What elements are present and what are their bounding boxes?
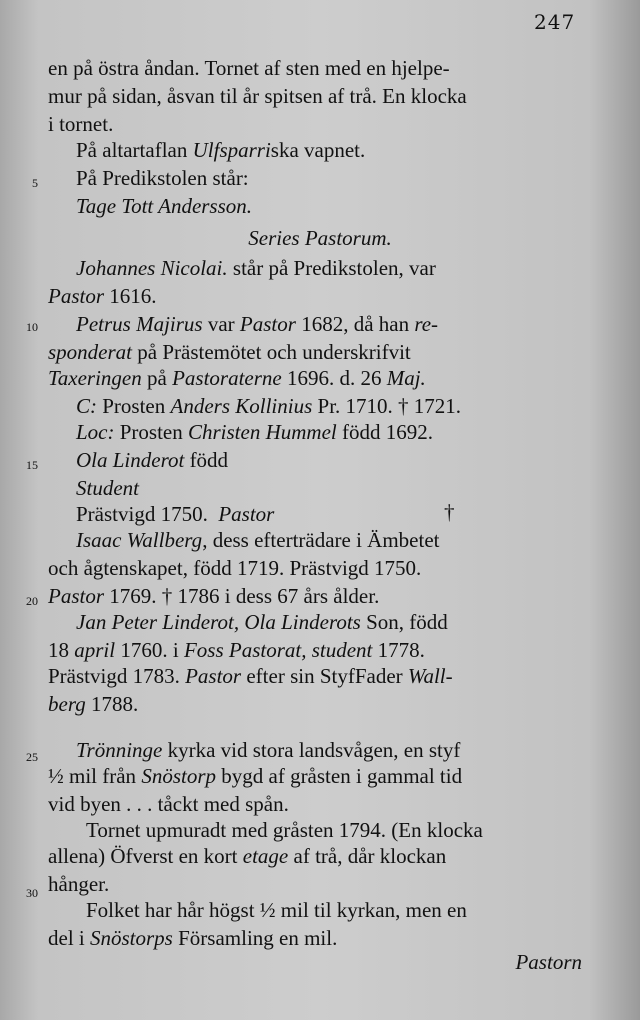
text-line: hånger.	[48, 872, 110, 896]
death-cross: †	[444, 500, 455, 524]
text-line: På Predikstolen står:	[76, 166, 249, 190]
margin-line-number: 5	[32, 176, 38, 190]
text-line: ½ mil från Snöstorp bygd af gråsten i gammal tid	[48, 764, 463, 788]
text-line: allena) Öfverst en kort etage af trå, dår klockan	[48, 844, 447, 868]
text-line: På altartaflan Ulfsparriska vapnet.	[76, 138, 366, 162]
margin-line-number: 30	[26, 886, 38, 900]
text-line: och ågtenskapet, född 1719. Prästvigd 1750.	[48, 556, 422, 580]
text-line: Pastor 1769. † 1786 i dess 67 års ålder.	[48, 584, 380, 608]
text-line: Tornet upmuradt med gråsten 1794. (En klocka	[86, 818, 483, 842]
text-line: del i Snöstorps Församling en mil.	[48, 926, 338, 950]
text-line: Loc: Prosten Christen Hummel född 1692.	[76, 420, 433, 444]
catchword: Pastorn	[515, 950, 582, 974]
text-line: Isaac Wallberg, dess efterträdare i Ämbetet	[76, 528, 440, 552]
text-line: 18 april 1760. i Foss Pastorat, student 1778.	[48, 638, 425, 662]
text-line: Prästvigd 1783. Pastor efter sin StyfFader Wall-	[48, 664, 453, 688]
text-line: Petrus Majirus var Pastor 1682, då han re-	[76, 312, 439, 336]
text-line: vid byen . . . tåckt med spån.	[48, 792, 289, 816]
text-line: i tornet.	[48, 112, 114, 136]
margin-line-number: 15	[26, 458, 38, 472]
text-line: Johannes Nicolai. står på Predikstolen, var	[76, 256, 436, 280]
text-line: C: Prosten Anders Kollinius Pr. 1710. † 1721.	[76, 394, 462, 418]
text-line: Tage Tott Andersson.	[76, 194, 253, 218]
text-line: en på östra åndan. Tornet af sten med en hjelpe-	[48, 56, 450, 80]
text-line: Folket har hår högst ½ mil til kyrkan, men en	[86, 898, 467, 922]
text-line: Trönninge kyrka vid stora landsvågen, en styf	[76, 738, 461, 762]
text-line: Prästvigd 1750. Pastor	[76, 502, 275, 526]
text-line: mur på sidan, åsvan til år spitsen af trå. En klocka	[48, 84, 467, 108]
page-number: 247	[534, 10, 576, 34]
margin-line-number: 10	[26, 320, 38, 334]
margin-line-number: 20	[26, 594, 38, 608]
text-line: Student	[76, 476, 139, 500]
section-heading: Series Pastorum.	[248, 226, 392, 250]
text-line: Pastor 1616.	[48, 284, 157, 308]
text-line: sponderat på Prästemötet och underskrifvit	[48, 340, 411, 364]
text-line: Jan Peter Linderot, Ola Linderots Son, född	[76, 610, 448, 634]
text-line: berg 1788.	[48, 692, 139, 716]
margin-line-number: 25	[26, 750, 38, 764]
text-line: Taxeringen på Pastoraterne 1696. d. 26 Maj.	[48, 366, 426, 390]
text-line: Ola Linderot född	[76, 448, 229, 472]
